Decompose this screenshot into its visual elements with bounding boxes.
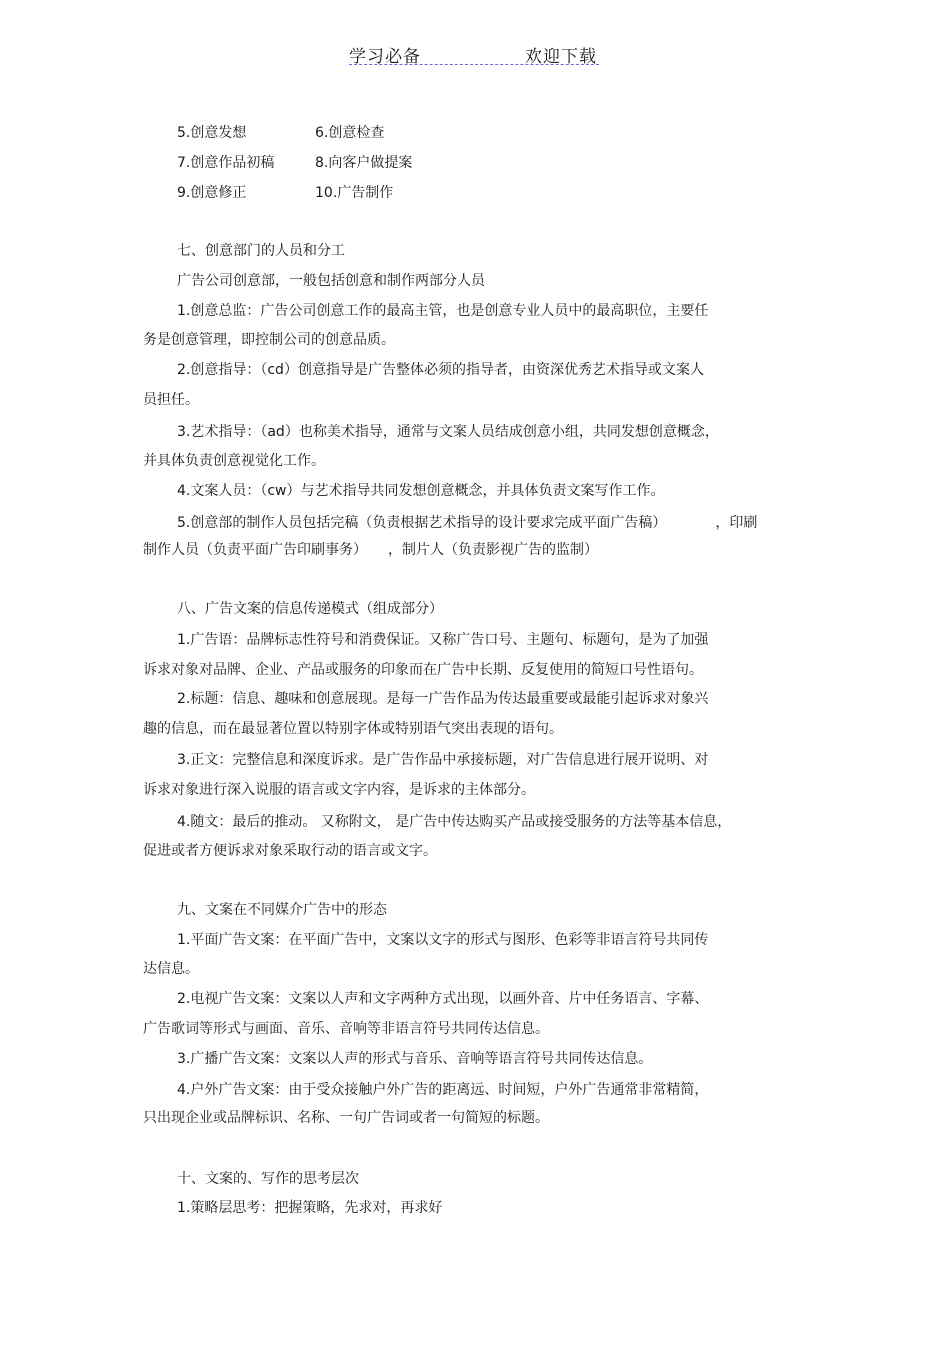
section-intro: 广告公司创意部，一般包括创意和制作两部分人员 [177,273,485,289]
paragraph-line: 诉求对象对品牌、企业、产品或服务的印象而在广告中长期、反复使用的简短口号性语句。 [143,662,703,678]
paragraph-line: 2.创意指导：（cd）创意指导是广告整体必须的指导者，由资深优秀艺术指导或文案人 [177,362,704,378]
header-dashed-rule [349,64,599,65]
section-heading: 九、文案在不同媒介广告中的形态 [177,902,387,918]
step-item: 10.广告制作 [315,185,394,201]
paragraph-line: 诉求对象进行深入说服的语言或文字内容，是诉求的主体部分。 [143,782,535,798]
paragraph-line: 4.随文：最后的推动。 又称附文， 是广告中传达购买产品或接受服务的方法等基本信息， [177,814,732,830]
step-item: 9.创意修正 [177,185,247,201]
section-heading: 十、文案的、写作的思考层次 [177,1171,359,1187]
paragraph-line: 2.标题：信息、趣味和创意展现。是每一广告作品为传达最重要或最能引起诉求对象兴 [177,691,709,707]
step-item: 6.创意检查 [315,125,385,141]
paragraph-line: 3.正文：完整信息和深度诉求。是广告作品中承接标题，对广告信息进行展开说明、对 [177,752,709,768]
header-right-text: 欢迎下载 [525,47,597,67]
paragraph-line: 1.创意总监：广告公司创意工作的最高主管，也是创意专业人员中的最高职位，主要任 [177,303,709,319]
paragraph-line: 1.平面广告文案：在平面广告中，文案以文字的形式与图形、色彩等非语言符号共同传 [177,932,709,948]
section-heading: 八、广告文案的信息传递模式（组成部分） [177,601,443,617]
paragraph-line: 2.电视广告文案：文案以人声和文字两种方式出现，以画外音、片中任务语言、字幕、 [177,991,709,1007]
step-item: 5.创意发想 [177,125,247,141]
paragraph-line: 促进或者方便诉求对象采取行动的语言或文字。 [143,843,437,859]
section-heading: 七、创意部门的人员和分工 [177,243,345,259]
header-left-text: 学习必备 [349,47,421,67]
paragraph-line: 达信息。 [143,961,199,977]
paragraph-line: 3.广播广告文案：文案以人声的形式与音乐、音响等语言符号共同传达信息。 [177,1051,653,1067]
paragraph-line: 并具体负责创意视觉化工作。 [143,453,325,469]
paragraph-line: 1.广告语：品牌标志性符号和消费保证。又称广告口号、主题句、标题句，是为了加强 [177,632,709,648]
paragraph-line: 员担任。 [143,392,199,408]
paragraph-line: 3.艺术指导：（ad）也称美术指导，通常与文案人员结成创意小组，共同发想创意概念， [177,424,719,440]
paragraph-line: 5.创意部的制作人员包括完稿（负责根据艺术指导的设计要求完成平面广告稿） ，印刷 [177,515,758,531]
paragraph-line: 广告歌词等形式与画面、音乐、音响等非语言符号共同传达信息。 [143,1021,549,1037]
paragraph-line: 制作人员（负责平面广告印刷事务） ，制片人（负责影视广告的监制） [143,542,598,558]
step-item: 8.向客户做提案 [315,155,413,171]
paragraph-line: 1.策略层思考：把握策略，先求对，再求好 [177,1200,443,1216]
paragraph-line: 4.户外广告文案：由于受众接触户外广告的距离远、时间短，户外广告通常非常精简， [177,1082,709,1098]
paragraph-line: 4.文案人员：（cw）与艺术指导共同发想创意概念，并具体负责文案写作工作。 [177,483,665,499]
paragraph-line: 务是创意管理，即控制公司的创意品质。 [143,332,395,348]
paragraph-line: 只出现企业或品牌标识、名称、一句广告词或者一句简短的标题。 [143,1110,549,1126]
step-item: 7.创意作品初稿 [177,155,275,171]
paragraph-line: 趣的信息，而在最显著位置以特别字体或特别语气突出表现的语句。 [143,721,563,737]
